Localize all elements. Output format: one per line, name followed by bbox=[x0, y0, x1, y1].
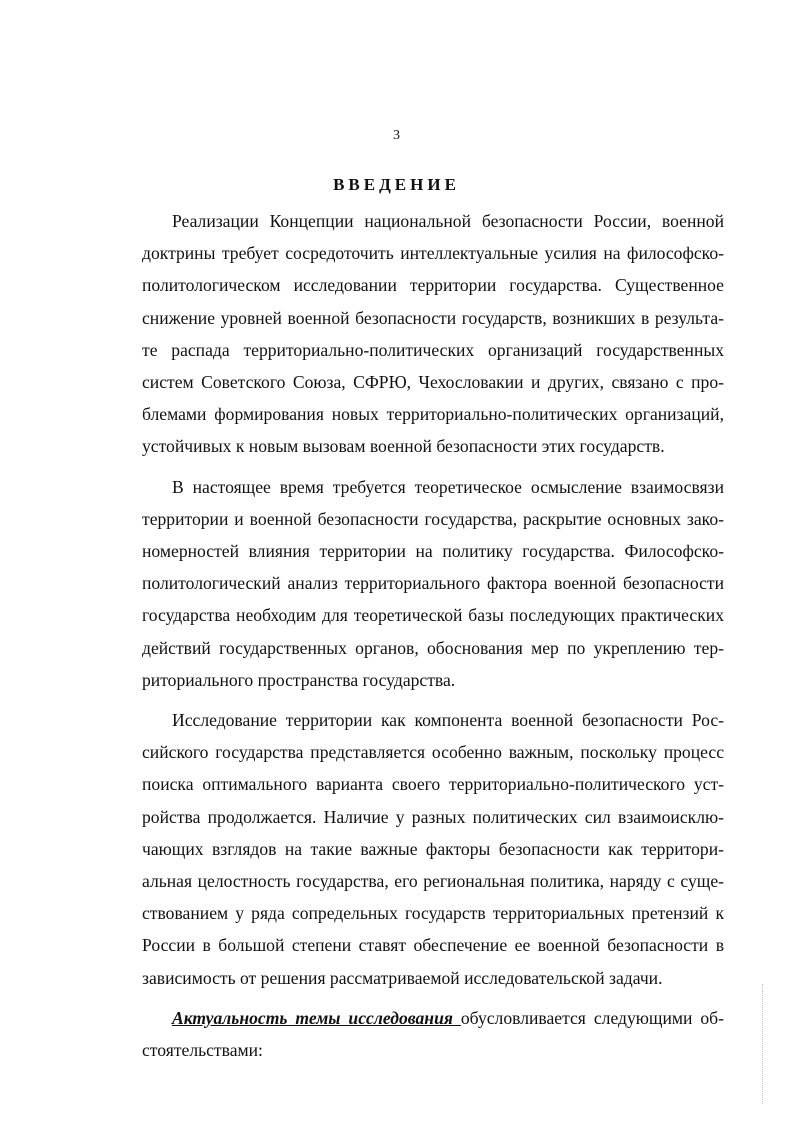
relevance-rest: обусловливается следующими об- bbox=[460, 1007, 724, 1028]
text-line: Реализации Концепции национальной безопасности России, военной bbox=[172, 211, 724, 231]
text-line: систем Советского Союза, СФРЮ, Чехословакии и других, связано с про- bbox=[142, 372, 724, 393]
page-heading: ВВЕДЕНИЕ bbox=[333, 175, 460, 194]
text-line: государства необходим для теоретической базы последующих практических bbox=[142, 605, 724, 626]
text-line: те распада территориально-политических организаций государственных bbox=[142, 339, 724, 360]
page-number: 3 bbox=[393, 128, 400, 143]
text-line: действий государственных органов, обоснования мер по укреплению тер- bbox=[142, 637, 724, 658]
text-line: политологический анализ территориального фактора военной безопасности bbox=[142, 573, 724, 594]
text-line bbox=[112, 1002, 724, 1034]
text-line: Исследование территории как компонента военной безопасности Рос- bbox=[172, 710, 724, 731]
paragraph-1 bbox=[112, 205, 724, 463]
text-line: риториального пространства государства. bbox=[142, 669, 456, 690]
scan-margin-mark bbox=[762, 984, 771, 1104]
text-line: политологическом исследовании территории государства. Существенное bbox=[142, 275, 724, 296]
text-line: блемами формирования новых территориально-политических организаций, bbox=[142, 404, 724, 425]
text-line: альная целостность государства, его региональная политика, наряду с суще- bbox=[142, 871, 724, 892]
text-line: доктрины требует сосредоточить интеллектуальные усилия на философско- bbox=[142, 243, 724, 264]
text-line: ствованием у ряда сопредельных государств территориальных претензий к bbox=[142, 903, 724, 924]
relevance-term: Актуальность темы исследования bbox=[172, 1007, 461, 1028]
paragraph-4 bbox=[112, 1002, 724, 1066]
body-text bbox=[112, 205, 724, 1074]
text-line: снижение уровней военной безопасности государств, возникших в результа- bbox=[142, 307, 724, 328]
text-line: ройства продолжается. Наличие у разных политических сил взаимоисклю- bbox=[142, 806, 724, 827]
text-line: территории и военной безопасности государства, раскрытие основных зако- bbox=[142, 508, 724, 529]
text-line: устойчивых к новым вызовам военной безопасности этих государств. bbox=[142, 436, 665, 457]
text-line: зависимость от решения рассматриваемой исследовательской задачи. bbox=[142, 967, 663, 988]
text-line: сийского государства представляется особенно важным, поскольку процесс bbox=[142, 742, 724, 763]
text-line: поиска оптимального варианта своего территориально-политического уст- bbox=[142, 774, 724, 795]
paragraph-3 bbox=[112, 704, 724, 994]
text-line: России в большой степени ставят обеспечение ее военной безопасности в bbox=[142, 935, 724, 956]
text-line: стоятельствами: bbox=[142, 1040, 263, 1061]
paragraph-2 bbox=[112, 471, 724, 696]
text-line: номерностей влияния территории на политику государства. Философско- bbox=[142, 541, 724, 562]
text-line: В настоящее время требуется теоретическое осмысление взаимосвязи bbox=[172, 476, 724, 497]
text-line: чающих взглядов на такие важные факторы безопасности как территори- bbox=[142, 838, 724, 859]
